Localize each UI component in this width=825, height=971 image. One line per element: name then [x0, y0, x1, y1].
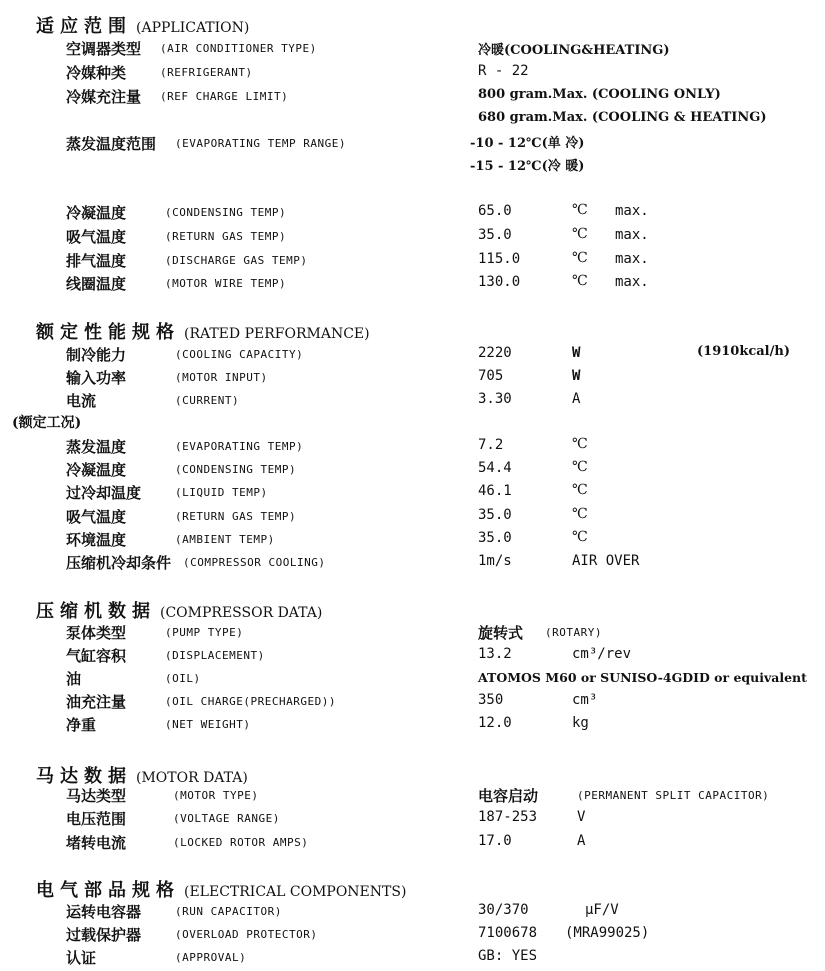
rated-condition-label: (额定工况) — [12, 415, 82, 431]
section-electrical-title: 电气部品规格 (ELECTRICAL COMPONENTS) — [36, 880, 407, 901]
section-motor-title: 马达数据 (MOTOR DATA) — [36, 766, 248, 787]
section-application-title: 适应范围 (APPLICATION) — [36, 16, 250, 37]
section-rated-title: 额定性能规格 (RATED PERFORMANCE) — [36, 322, 370, 343]
section-compressor-title: 压缩机数据 (COMPRESSOR DATA) — [36, 601, 323, 622]
